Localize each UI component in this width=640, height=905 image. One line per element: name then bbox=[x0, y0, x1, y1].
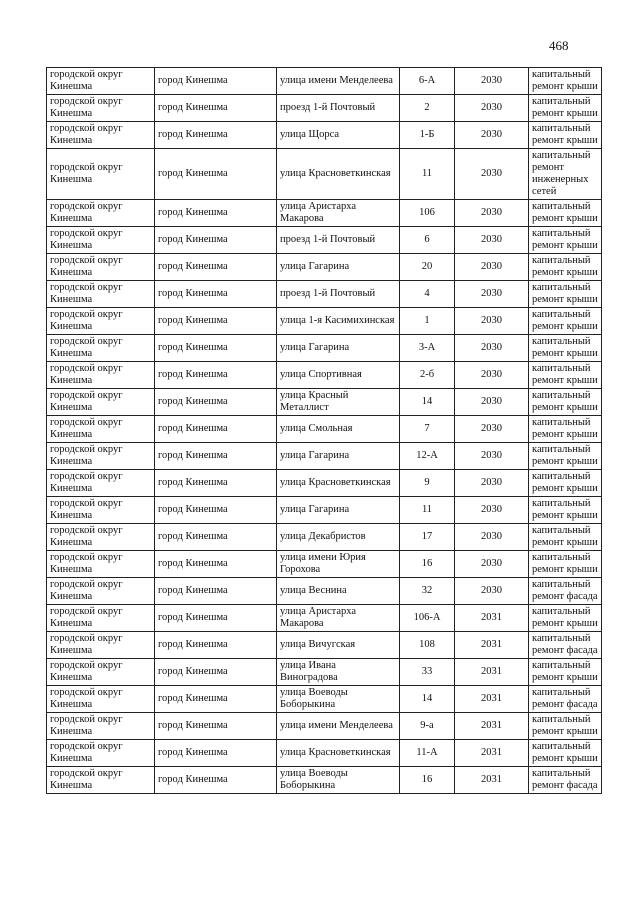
table-row bbox=[47, 362, 602, 389]
district-cell: городской округ Кинешма bbox=[47, 470, 155, 497]
city-cell: город Кинешма bbox=[155, 632, 277, 659]
year-cell: 2030 bbox=[455, 200, 529, 227]
year-cell: 2030 bbox=[455, 281, 529, 308]
house-number-cell: 6-А bbox=[400, 68, 455, 95]
year-cell: 2030 bbox=[455, 95, 529, 122]
table-row bbox=[47, 416, 602, 443]
table-row bbox=[47, 308, 602, 335]
city-cell: город Кинешма bbox=[155, 308, 277, 335]
work-type-cell: капитальный ремонт крыши bbox=[529, 95, 602, 122]
house-number-cell: 14 bbox=[400, 389, 455, 416]
table-row bbox=[47, 524, 602, 551]
table-row bbox=[47, 254, 602, 281]
house-number-cell: 11-А bbox=[400, 740, 455, 767]
work-type-cell: капитальный ремонт крыши bbox=[529, 659, 602, 686]
district-cell: городской округ Кинешма bbox=[47, 254, 155, 281]
city-cell: город Кинешма bbox=[155, 524, 277, 551]
street-cell: улица Воеводы Боборыкина bbox=[277, 686, 400, 713]
street-cell: улица Воеводы Боборыкина bbox=[277, 767, 400, 794]
district-cell: городской округ Кинешма bbox=[47, 227, 155, 254]
city-cell: город Кинешма bbox=[155, 122, 277, 149]
district-cell: городской округ Кинешма bbox=[47, 659, 155, 686]
city-cell: город Кинешма bbox=[155, 200, 277, 227]
year-cell: 2030 bbox=[455, 470, 529, 497]
district-cell: городской округ Кинешма bbox=[47, 632, 155, 659]
work-type-cell: капитальный ремонт фасада bbox=[529, 686, 602, 713]
work-type-cell: капитальный ремонт крыши bbox=[529, 122, 602, 149]
street-cell: улица 1-я Касимихинская bbox=[277, 308, 400, 335]
year-cell: 2031 bbox=[455, 740, 529, 767]
city-cell: город Кинешма bbox=[155, 551, 277, 578]
house-number-cell: 6 bbox=[400, 227, 455, 254]
table-row bbox=[47, 227, 602, 254]
district-cell: городской округ Кинешма bbox=[47, 389, 155, 416]
work-type-cell: капитальный ремонт фасада bbox=[529, 767, 602, 794]
year-cell: 2030 bbox=[455, 443, 529, 470]
work-type-cell: капитальный ремонт крыши bbox=[529, 281, 602, 308]
district-cell: городской округ Кинешма bbox=[47, 497, 155, 524]
district-cell: городской округ Кинешма bbox=[47, 68, 155, 95]
street-cell: улица Красноветкинская bbox=[277, 740, 400, 767]
work-type-cell: капитальный ремонт крыши bbox=[529, 524, 602, 551]
work-type-cell: капитальный ремонт крыши bbox=[529, 68, 602, 95]
work-type-cell: капитальный ремонт крыши bbox=[529, 497, 602, 524]
table-row bbox=[47, 470, 602, 497]
city-cell: город Кинешма bbox=[155, 281, 277, 308]
house-number-cell: 16 bbox=[400, 551, 455, 578]
street-cell: улица Спортивная bbox=[277, 362, 400, 389]
work-type-cell: капитальный ремонт фасада bbox=[529, 632, 602, 659]
district-cell: городской округ Кинешма bbox=[47, 149, 155, 200]
street-cell: улица имени Менделеева bbox=[277, 713, 400, 740]
street-cell: улица Гагарина bbox=[277, 443, 400, 470]
street-cell: улица Декабристов bbox=[277, 524, 400, 551]
street-cell: проезд 1-й Почтовый bbox=[277, 95, 400, 122]
work-type-cell: капитальный ремонт крыши bbox=[529, 713, 602, 740]
house-number-cell: 11 bbox=[400, 149, 455, 200]
page-number: 468 bbox=[549, 38, 569, 53]
city-cell: город Кинешма bbox=[155, 416, 277, 443]
district-cell: городской округ Кинешма bbox=[47, 740, 155, 767]
district-cell: городской округ Кинешма bbox=[47, 335, 155, 362]
table-row bbox=[47, 95, 602, 122]
year-cell: 2030 bbox=[455, 149, 529, 200]
street-cell: улица имени Юрия Горохова bbox=[277, 551, 400, 578]
house-number-cell: 106-А bbox=[400, 605, 455, 632]
table-row bbox=[47, 389, 602, 416]
house-number-cell: 16 bbox=[400, 767, 455, 794]
work-type-cell: капитальный ремонт крыши bbox=[529, 227, 602, 254]
street-cell: улица Красноветкинская bbox=[277, 470, 400, 497]
year-cell: 2030 bbox=[455, 578, 529, 605]
city-cell: город Кинешма bbox=[155, 659, 277, 686]
table-row bbox=[47, 443, 602, 470]
table-row bbox=[47, 632, 602, 659]
year-cell: 2030 bbox=[455, 389, 529, 416]
district-cell: городской округ Кинешма bbox=[47, 122, 155, 149]
year-cell: 2031 bbox=[455, 713, 529, 740]
work-type-cell: капитальный ремонт крыши bbox=[529, 362, 602, 389]
street-cell: улица Аристарха Макарова bbox=[277, 200, 400, 227]
house-number-cell: 11 bbox=[400, 497, 455, 524]
district-cell: городской округ Кинешма bbox=[47, 443, 155, 470]
street-cell: проезд 1-й Почтовый bbox=[277, 227, 400, 254]
city-cell: город Кинешма bbox=[155, 443, 277, 470]
year-cell: 2030 bbox=[455, 551, 529, 578]
table-row bbox=[47, 713, 602, 740]
district-cell: городской округ Кинешма bbox=[47, 551, 155, 578]
house-number-cell: 108 bbox=[400, 632, 455, 659]
house-number-cell: 9 bbox=[400, 470, 455, 497]
table-row bbox=[47, 335, 602, 362]
city-cell: город Кинешма bbox=[155, 68, 277, 95]
house-number-cell: 9-а bbox=[400, 713, 455, 740]
house-number-cell: 12-А bbox=[400, 443, 455, 470]
city-cell: город Кинешма bbox=[155, 149, 277, 200]
street-cell: улица Смольная bbox=[277, 416, 400, 443]
work-type-cell: капитальный ремонт крыши bbox=[529, 551, 602, 578]
house-number-cell: 1-Б bbox=[400, 122, 455, 149]
table-row bbox=[47, 281, 602, 308]
table-row bbox=[47, 122, 602, 149]
work-type-cell: капитальный ремонт фасада bbox=[529, 578, 602, 605]
street-cell: улица Красноветкинская bbox=[277, 149, 400, 200]
district-cell: городской округ Кинешма bbox=[47, 524, 155, 551]
city-cell: город Кинешма bbox=[155, 713, 277, 740]
year-cell: 2031 bbox=[455, 767, 529, 794]
year-cell: 2030 bbox=[455, 524, 529, 551]
district-cell: городской округ Кинешма bbox=[47, 767, 155, 794]
work-type-cell: капитальный ремонт крыши bbox=[529, 605, 602, 632]
house-number-cell: 3-А bbox=[400, 335, 455, 362]
district-cell: городской округ Кинешма bbox=[47, 200, 155, 227]
work-type-cell: капитальный ремонт крыши bbox=[529, 308, 602, 335]
house-number-cell: 20 bbox=[400, 254, 455, 281]
city-cell: город Кинешма bbox=[155, 740, 277, 767]
street-cell: улица Гагарина bbox=[277, 497, 400, 524]
district-cell: городской округ Кинешма bbox=[47, 362, 155, 389]
house-number-cell: 17 bbox=[400, 524, 455, 551]
year-cell: 2030 bbox=[455, 254, 529, 281]
city-cell: город Кинешма bbox=[155, 254, 277, 281]
district-cell: городской округ Кинешма bbox=[47, 605, 155, 632]
city-cell: город Кинешма bbox=[155, 389, 277, 416]
work-type-cell: капитальный ремонт крыши bbox=[529, 470, 602, 497]
repair-registry-table bbox=[46, 67, 602, 794]
city-cell: город Кинешма bbox=[155, 362, 277, 389]
house-number-cell: 106 bbox=[400, 200, 455, 227]
year-cell: 2030 bbox=[455, 227, 529, 254]
work-type-cell: капитальный ремонт крыши bbox=[529, 740, 602, 767]
house-number-cell: 2-б bbox=[400, 362, 455, 389]
district-cell: городской округ Кинешма bbox=[47, 416, 155, 443]
table-row bbox=[47, 497, 602, 524]
city-cell: город Кинешма bbox=[155, 767, 277, 794]
house-number-cell: 4 bbox=[400, 281, 455, 308]
street-cell: улица Гагарина bbox=[277, 335, 400, 362]
house-number-cell: 1 bbox=[400, 308, 455, 335]
year-cell: 2030 bbox=[455, 308, 529, 335]
city-cell: город Кинешма bbox=[155, 95, 277, 122]
year-cell: 2031 bbox=[455, 659, 529, 686]
district-cell: городской округ Кинешма bbox=[47, 713, 155, 740]
year-cell: 2030 bbox=[455, 68, 529, 95]
work-type-cell: капитальный ремонт крыши bbox=[529, 200, 602, 227]
table-row bbox=[47, 740, 602, 767]
street-cell: улица Ивана Виноградова bbox=[277, 659, 400, 686]
year-cell: 2030 bbox=[455, 416, 529, 443]
city-cell: город Кинешма bbox=[155, 578, 277, 605]
table-row bbox=[47, 605, 602, 632]
city-cell: город Кинешма bbox=[155, 686, 277, 713]
house-number-cell: 14 bbox=[400, 686, 455, 713]
district-cell: городской округ Кинешма bbox=[47, 686, 155, 713]
district-cell: городской округ Кинешма bbox=[47, 281, 155, 308]
district-cell: городской округ Кинешма bbox=[47, 308, 155, 335]
house-number-cell: 32 bbox=[400, 578, 455, 605]
table-row bbox=[47, 767, 602, 794]
year-cell: 2031 bbox=[455, 686, 529, 713]
city-cell: город Кинешма bbox=[155, 335, 277, 362]
table-row bbox=[47, 68, 602, 95]
year-cell: 2030 bbox=[455, 335, 529, 362]
street-cell: улица Красный Металлист bbox=[277, 389, 400, 416]
city-cell: город Кинешма bbox=[155, 605, 277, 632]
city-cell: город Кинешма bbox=[155, 497, 277, 524]
work-type-cell: капитальный ремонт крыши bbox=[529, 416, 602, 443]
year-cell: 2030 bbox=[455, 497, 529, 524]
house-number-cell: 7 bbox=[400, 416, 455, 443]
district-cell: городской округ Кинешма bbox=[47, 578, 155, 605]
street-cell: улица Щорса bbox=[277, 122, 400, 149]
street-cell: проезд 1-й Почтовый bbox=[277, 281, 400, 308]
street-cell: улица Вичугская bbox=[277, 632, 400, 659]
street-cell: улица имени Менделеева bbox=[277, 68, 400, 95]
work-type-cell: капитальный ремонт крыши bbox=[529, 443, 602, 470]
year-cell: 2031 bbox=[455, 605, 529, 632]
table-row bbox=[47, 149, 602, 200]
work-type-cell: капитальный ремонт крыши bbox=[529, 335, 602, 362]
table-row bbox=[47, 686, 602, 713]
district-cell: городской округ Кинешма bbox=[47, 95, 155, 122]
house-number-cell: 2 bbox=[400, 95, 455, 122]
year-cell: 2031 bbox=[455, 632, 529, 659]
table-row bbox=[47, 200, 602, 227]
street-cell: улица Гагарина bbox=[277, 254, 400, 281]
table-row bbox=[47, 578, 602, 605]
house-number-cell: 33 bbox=[400, 659, 455, 686]
year-cell: 2030 bbox=[455, 122, 529, 149]
city-cell: город Кинешма bbox=[155, 227, 277, 254]
table-body bbox=[47, 68, 602, 794]
city-cell: город Кинешма bbox=[155, 470, 277, 497]
work-type-cell: капитальный ремонт крыши bbox=[529, 389, 602, 416]
year-cell: 2030 bbox=[455, 362, 529, 389]
street-cell: улица Веснина bbox=[277, 578, 400, 605]
table-row bbox=[47, 551, 602, 578]
street-cell: улица Аристарха Макарова bbox=[277, 605, 400, 632]
table-row bbox=[47, 659, 602, 686]
work-type-cell: капитальный ремонт крыши bbox=[529, 254, 602, 281]
work-type-cell: капитальный ремонт инженерных сетей bbox=[529, 149, 602, 200]
